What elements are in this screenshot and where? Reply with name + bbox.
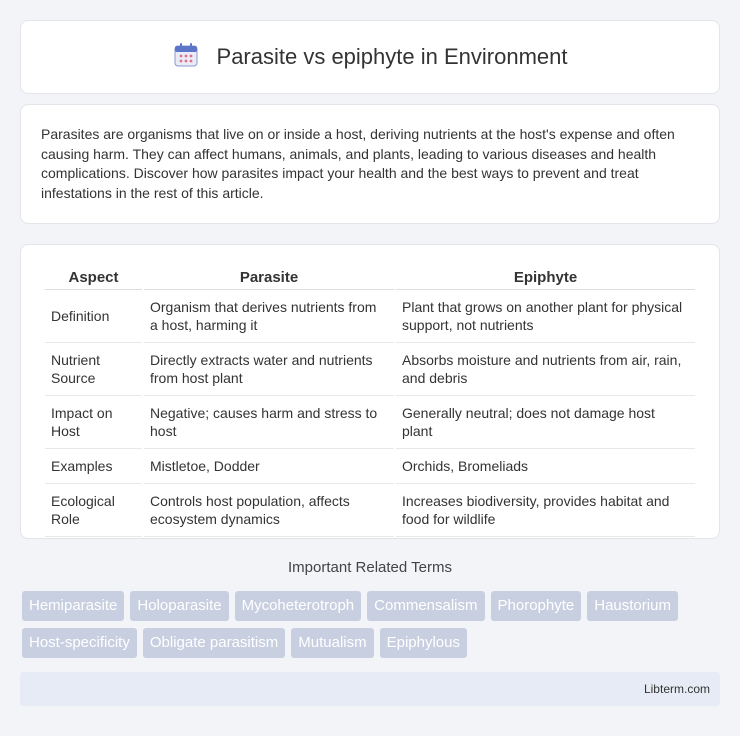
footer: [20, 672, 720, 706]
row-parasite: Controls host population, affects ecosystem dynamics: [144, 484, 394, 537]
table-row: [45, 343, 695, 396]
related-terms-heading: Important Related Terms: [288, 559, 452, 576]
term-tag[interactable]: Host-specificity: [22, 628, 137, 658]
row-epiphyte: Plant that grows on another plant for physical support, not nutrients: [396, 290, 695, 343]
comparison-table: [43, 265, 697, 537]
row-epiphyte: Absorbs moisture and nutrients from air, rain, and debris: [396, 343, 695, 396]
row-epiphyte: Orchids, Bromeliads: [396, 449, 695, 484]
header-card: [20, 20, 720, 94]
header-epiphyte: Epiphyte: [396, 265, 695, 290]
term-tag[interactable]: Obligate parasitism: [143, 628, 285, 658]
row-parasite: Organism that derives nutrients from a host, harming it: [144, 290, 394, 343]
table-row: [45, 396, 695, 449]
term-tag[interactable]: Epiphylous: [380, 628, 467, 658]
term-tag[interactable]: Phorophyte: [491, 591, 582, 621]
term-tag[interactable]: Commensalism: [367, 591, 484, 621]
table-row: [45, 290, 695, 343]
table-header-row: [45, 265, 695, 290]
header-aspect: Aspect: [45, 265, 142, 290]
row-aspect: Ecological Role: [45, 484, 142, 537]
row-aspect: Examples: [45, 449, 142, 484]
header-parasite: Parasite: [144, 265, 394, 290]
table-row: [45, 484, 695, 537]
table-row: [45, 449, 695, 484]
footer-site-link[interactable]: Libterm.com: [643, 682, 710, 696]
calendar-icon: [173, 42, 199, 73]
row-parasite: Directly extracts water and nutrients from host plant: [144, 343, 394, 396]
row-parasite: Mistletoe, Dodder: [144, 449, 394, 484]
term-tag[interactable]: Haustorium: [587, 591, 678, 621]
row-parasite: Negative; causes harm and stress to host: [144, 396, 394, 449]
page-title: Parasite vs epiphyte in Environment: [216, 44, 568, 69]
term-tag[interactable]: Holoparasite: [130, 591, 228, 621]
intro-card: [20, 104, 720, 224]
row-aspect: Impact on Host: [45, 396, 142, 449]
comparison-table-card: [20, 244, 720, 539]
intro-text: Parasites are organisms that live on or inside a host, deriving nutrients at the host's expense and often causing harm. They can affect humans, animals, and plants, leading to various diseases and health complications. Discover how parasites impact your health and the best ways to prevent and treat infestations in the rest of this article.: [41, 126, 675, 201]
term-tag[interactable]: Hemiparasite: [22, 591, 124, 621]
row-aspect: Definition: [45, 290, 142, 343]
row-epiphyte: Generally neutral; does not damage host plant: [396, 396, 695, 449]
row-epiphyte: Increases biodiversity, provides habitat and food for wildlife: [396, 484, 695, 537]
related-terms-list: [22, 591, 722, 658]
term-tag[interactable]: Mutualism: [291, 628, 373, 658]
term-tag[interactable]: Mycoheterotroph: [235, 591, 362, 621]
row-aspect: Nutrient Source: [45, 343, 142, 396]
